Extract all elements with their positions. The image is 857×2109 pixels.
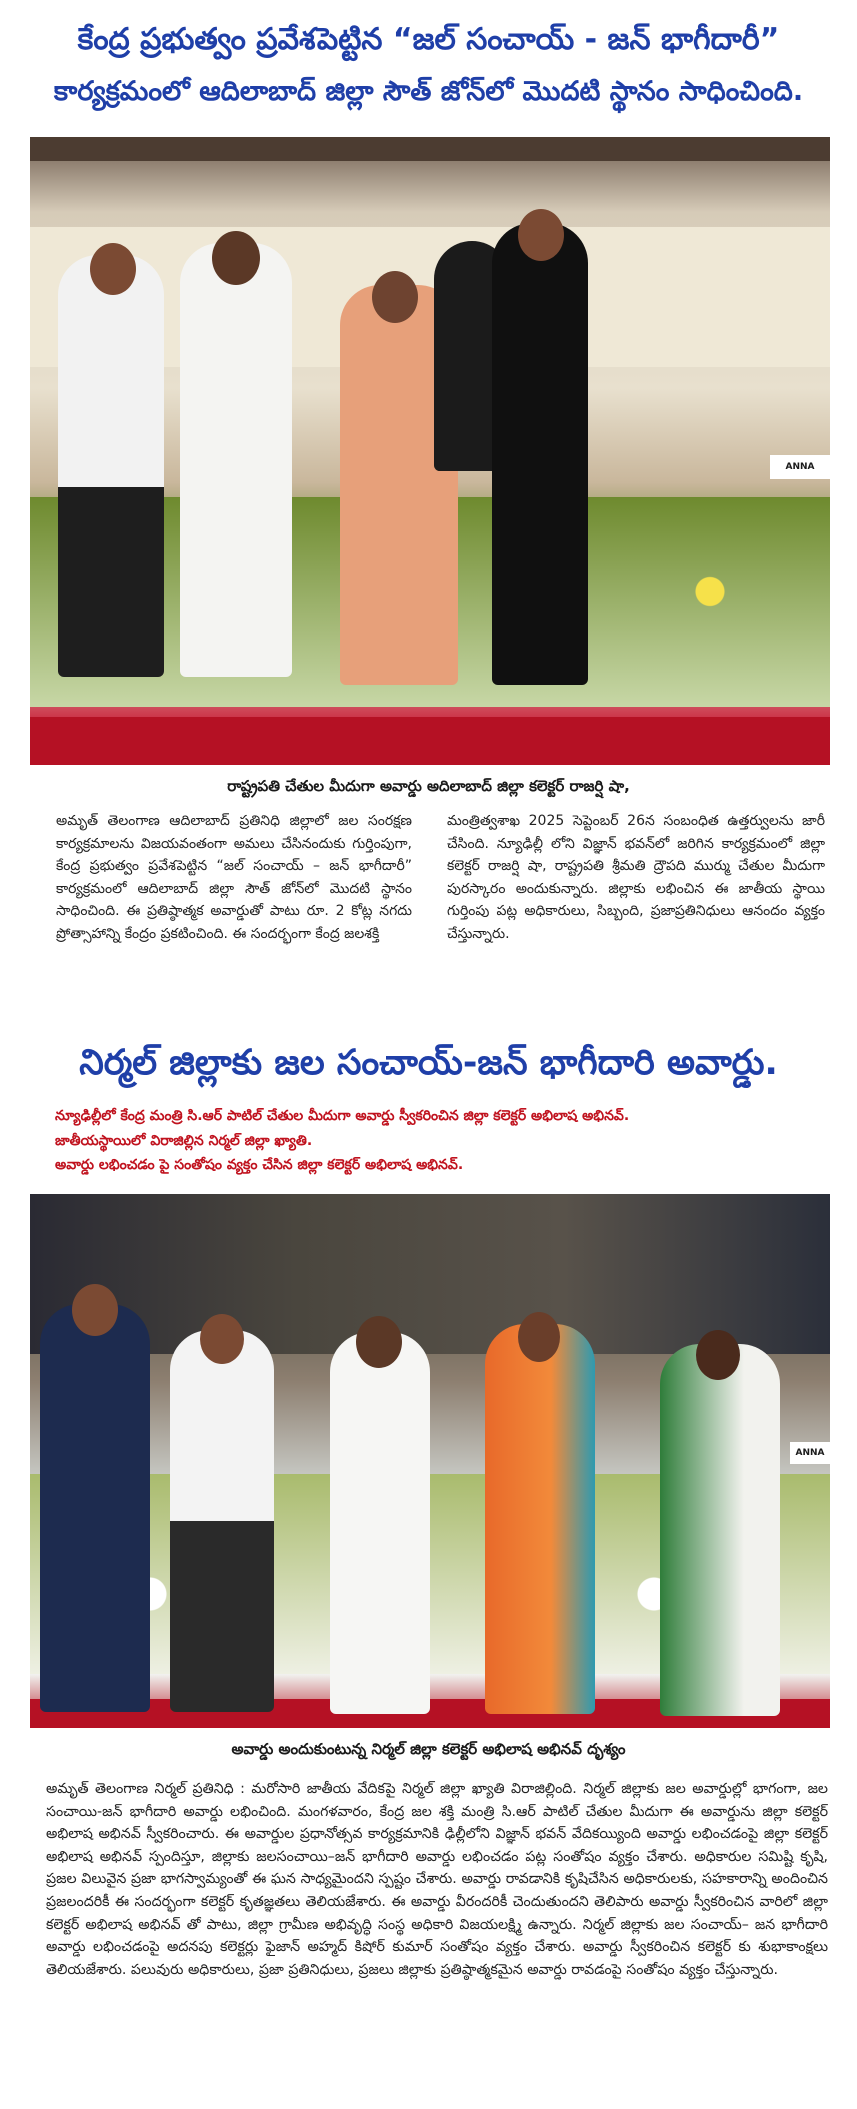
award-photo-nirmal [30, 1194, 830, 1728]
person-3 [330, 1332, 430, 1714]
article2-headline: నిర్మల్ జిల్లాకు జల సంచాయ్-జన్ భాగీదారి అవార్డు. [79, 1043, 778, 1083]
article1-column-left: అమృత్ తెలంగాణ ఆదిలాబాద్ ప్రతినిధి జిల్లాలో జల సంరక్షణ కార్యక్రమాలను విజయవంతంగా అమలు చేసినందుకు గుర్తింపుగా, కేంద్ర ప్రభుత్వం ప్రవేశపెట్టిన “జల్ సంచాయ్ – జన్ భాగీదారీ” కార్యక్రమంలో ఆదిలాబాద్ జిల్లా సౌత్ జోన్‌లో మొదటి స్థానం సాధించింది. ఈ ప్రతిష్ఠాత్మక అవార్డుతో పాటు రూ. 2 కోట్ల నగదు ప్రోత్సాహాన్ని కేంద్రం ప్రకటించింది. ఈ సందర్భంగా కేంద్ర జలశక్తి [56, 813, 412, 942]
person-2 [170, 1330, 274, 1712]
name-plate: ANNA [770, 455, 830, 479]
person-1 [58, 255, 164, 677]
person-4 [485, 1324, 595, 1714]
article1-column-right: మంత్రిత్వశాఖ 2025 సెప్టెంబర్ 26న సంబంధిత ఉత్తర్వులను జారీ చేసింది. న్యూఢిల్లీ లోని విజ్ఞాన్ భవన్‌లో జరిగిన కార్యక్రమంలో జిల్లా కలెక్టర్ రాజర్షి షా, రాష్ట్రపతి శ్రీమతి ద్రౌపది ముర్ము చేతుల మీదుగా పురస్కారం అందుకున్నారు. జిల్లాకు లభించిన ఈ జాతీయ స్థాయి గుర్తింపు పట్ల అధికారులు, సిబ్బంది, ప్రజాప్రతినిధులు ఆనందం వ్యక్తం చేస్తున్నారు. [447, 813, 825, 942]
article1-headline [0, 14, 857, 118]
photo2-caption: అవార్డు అందుకుంటున్న నిర్మల్ జిల్లా కలెక్టర్ అభిలాష అభినవ్ దృశ్యం [231, 1740, 626, 1758]
person-5 [492, 223, 588, 685]
highlight-line-3: అవార్డు లభించడం పై సంతోషం వ్యక్తం చేసిన జిల్లా కలెక్టర్ అభిలాష అభినవ్. [55, 1157, 464, 1173]
photo1-caption: రాష్ట్రపతి చేతుల మీదుగా అవార్డు అదిలాబాద్ జిల్లా కలెక్టర్ రాజర్షి షా, [227, 777, 630, 795]
person-2 [180, 243, 292, 677]
person-1 [40, 1304, 150, 1712]
highlight-line-1: న్యూఢిల్లీలో కేంద్ర మంత్రి సి.ఆర్ పాటిల్ చేతుల మీదుగా అవార్డు స్వీకరించిన జిల్లా కలెక్టర్ అభిలాష అభినవ్. [55, 1108, 630, 1124]
headline1-line2: కార్యక్రమంలో ఆదిలాబాద్ జిల్లా సౌత్ జోన్‌లో మొదటి స్థానం సాధించింది. [53, 76, 804, 107]
highlight-line-2: జాతీయస్థాయిలో విరాజిల్లిన నిర్మల్ జిల్లా ఖ్యాతి. [55, 1133, 313, 1149]
award-photo-adilabad [30, 137, 830, 765]
name-plate: ANNA [790, 1442, 830, 1464]
headline1-line1: కేంద్ర ప్రభుత్వం ప్రవేశపెట్టిన “జల్ సంచాయ్ - జన్ భాగీదారీ” [77, 22, 780, 57]
article2-body: అమృత్ తెలంగాణ నిర్మల్ ప్రతినిధి : మరోసారి జాతీయ వేదికపై నిర్మల్ జిల్లా ఖ్యాతి విరాజిల్లింది. నిర్మల్ జిల్లాకు జల అవార్డుల్లో భాగంగా, జల సంచాయి-జన్ భాగీదారి అవార్డు లభించింది. మంగళవారం, కేంద్ర జల శక్తి మంత్రి సి.ఆర్ పాటిల్ చేతుల మీదుగా ఈ అవార్డును జిల్లా కలెక్టర్ అభిలాష అభినవ్ స్వీకరించారు. ఈ అవార్డుల ప్రధానోత్సవ కార్యక్రమానికి ఢిల్లీలోని విజ్ఞాన్ భవన్ వేదికయ్యింది అవార్డు లభించడంపై జిల్లా కలెక్టర్ అభిలాష అభినవ్ స్పందిస్తూ, జిల్లాకు జలసంచాయి–జన్ భాగీదారి అవార్డు లభించడం పట్ల సంతోషం వ్యక్తం చేశారు. అధికారుల సమిష్టి కృషి, ప్రజల విలువైన ప్రజా భాగస్వామ్యంతో ఈ ఘన సాధ్యమైందని స్పష్టం చేశారు. అవార్డు రావడానికి కృషిచేసిన అధికారులకు, సహకారాన్ని అందించిన ప్రజలందరికీ ఈ సందర్భంగా కలెక్టర్ కృతజ్ఞతలు తెలియజేశారు. ఈ అవార్డు వీరందరికీ చెందుతుందని తెలిపారు అవార్డు స్వీకరించిన వారిలో జిల్లా కలెక్టర్ అభిలాష అభినవ్ తో పాటు, జిల్లా గ్రామీణ అభివృద్ధి సంస్థ అధికారి విజయలక్ష్మి ఉన్నారు. నిర్మల్ జిల్లాకు జల సంచాయ్– జన భాగీదారి అవార్డు లభించడంపై అదనపు కలెక్టర్లు ఫైజాన్ అహ్మద్ కిషోర్ కుమార్ సంతోషం వ్యక్తం చేశారు. అవార్డు స్వీకరించిన కలెక్టర్ కు శుభాకాంక్షలు తెలియజేశారు. పలువురు అధికారులు, ప్రజా ప్రతినిధులు, ప్రజలు జిల్లాకు ప్రతిష్ఠాత్మకమైన అవార్డు రావడంపై సంతోషం వ్యక్తం చేస్తున్నారు. [46, 1781, 828, 1978]
person-5 [660, 1344, 780, 1716]
